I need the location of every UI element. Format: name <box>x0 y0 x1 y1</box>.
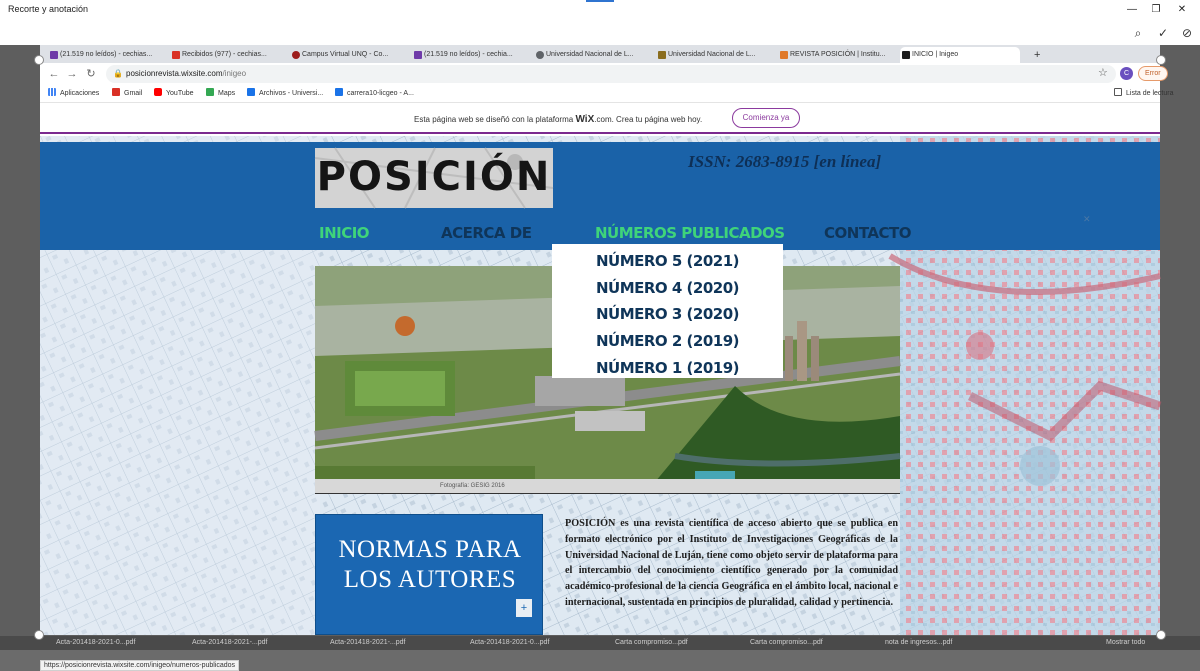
intro-lead: POSICIÓN <box>565 518 616 529</box>
minimize-button[interactable]: — <box>1127 4 1137 15</box>
yahoo-mail-icon <box>50 51 58 59</box>
browser-tab[interactable]: Universidad Nacional de L... <box>534 47 652 63</box>
cancel-icon[interactable]: ⊘ <box>1181 26 1193 40</box>
dropdown-item-numero-2[interactable]: NÚMERO 2 (2019) <box>595 332 740 351</box>
browser-tab[interactable]: Universidad Nacional de L... <box>656 47 774 63</box>
reading-list[interactable]: Lista de lectura <box>1114 88 1173 100</box>
download-item[interactable]: Acta-201418-2021-0...pdf <box>56 639 136 646</box>
snip-handle-top-left[interactable] <box>34 55 44 65</box>
bookmark-star-icon[interactable]: ☆ <box>1098 67 1108 79</box>
link-icon <box>247 88 255 96</box>
site-logo[interactable] <box>315 148 553 208</box>
start-now-button[interactable]: Comienza ya <box>732 108 800 128</box>
photo-caption: Fotografía: GESIG 2016 <box>315 479 900 494</box>
nav-inicio[interactable]: INICIO <box>319 224 370 242</box>
numeros-dropdown-menu <box>552 244 783 378</box>
download-bar <box>0 636 1200 650</box>
snip-center-marker <box>586 0 614 2</box>
download-item[interactable]: Acta-201418-2021-...pdf <box>192 639 268 646</box>
issn-label: ISSN: 2683-8915 [en línea] <box>688 152 882 171</box>
snip-handle-bottom-right[interactable] <box>1156 630 1166 640</box>
dropdown-item-numero-1[interactable]: NÚMERO 1 (2019) <box>595 358 740 377</box>
browser-tab[interactable]: Campus Virtual UNQ - Co... <box>290 47 408 63</box>
download-item[interactable]: Carta compromiso...pdf <box>750 639 823 646</box>
browser-tab[interactable]: Recibidos (977) - cechias... <box>170 47 286 63</box>
forward-icon[interactable]: → <box>66 68 78 80</box>
reading-list-icon <box>1114 88 1122 96</box>
close-window-button[interactable]: ✕ <box>1177 4 1187 15</box>
link-icon <box>335 88 343 96</box>
profile-avatar[interactable]: C <box>1120 67 1133 80</box>
wix-site-icon <box>780 51 788 59</box>
youtube-icon <box>154 88 162 96</box>
wix-brand: WiX <box>575 114 595 125</box>
download-item[interactable]: Acta-201418-2021-0...pdf <box>470 639 550 646</box>
browser-tab[interactable]: (21.519 no leídos) - cechia... <box>412 47 530 63</box>
error-button[interactable]: Error <box>1138 66 1168 81</box>
close-icon[interactable]: ✕ <box>1083 214 1091 224</box>
status-bar-url: https://posicionrevista.wixsite.com/inigeo/numeros-publicados <box>40 660 239 671</box>
campus-icon <box>292 51 300 59</box>
bookmark-apps[interactable]: Aplicaciones <box>48 88 99 100</box>
nav-acerca-de[interactable]: ACERCA DE <box>441 224 532 242</box>
download-item[interactable]: Carta compromiso...pdf <box>615 639 688 646</box>
apps-grid-icon <box>48 88 56 96</box>
wix-banner-text: Esta página web se diseñó con la plataforma WiX.com. Crea tu página web hoy. <box>414 114 703 125</box>
download-item[interactable]: nota de ingresos...pdf <box>885 639 953 646</box>
bookmark-archivos[interactable]: Archivos - Universi... <box>247 88 323 100</box>
reload-icon[interactable]: ↻ <box>86 68 96 80</box>
browser-tab[interactable]: (21.519 no leídos) - cechias... <box>48 47 166 63</box>
globe-icon <box>536 51 544 59</box>
browser-tab[interactable]: REVISTA POSICIÓN | Institu... <box>778 47 896 63</box>
yahoo-mail-icon <box>414 51 422 59</box>
dropdown-item-numero-5[interactable]: NÚMERO 5 (2021) <box>595 252 740 270</box>
zoom-icon[interactable]: ⌕ <box>1134 26 1142 40</box>
intro-paragraph <box>565 516 898 611</box>
snip-handle-top-right[interactable] <box>1156 55 1166 65</box>
snip-window-title: Recorte y anotación <box>8 4 89 14</box>
dropdown-item-numero-4[interactable]: NÚMERO 4 (2020) <box>595 278 740 297</box>
browser-toolbar <box>40 63 1160 85</box>
gmail-icon <box>112 88 120 96</box>
gmail-icon <box>172 51 180 59</box>
nav-numeros-publicados[interactable]: NÚMEROS PUBLICADOS <box>595 224 785 242</box>
snip-titlebar <box>0 0 1200 45</box>
check-icon[interactable]: ✓ <box>1157 26 1169 40</box>
intro-text: es una revista científica de acceso abierto que se publica en formato electrónico por el Instituto de Investigaciones Geográficas de la Universidad Nacional de Luján, tiene como objeto servir de plataforma para el intercambio del conocimiento científico generado por la comunidad académico-profesional de la ciencia Geográfica en el ámbito local, nacional e internacional, sustentada en principios de pluralidad, calidad y pertinencia. <box>565 518 898 608</box>
browser-tab-active[interactable]: INICIO | Inigeo <box>900 47 1020 63</box>
normas-autores-box[interactable] <box>315 514 543 635</box>
bookmark-maps[interactable]: Maps <box>206 88 235 100</box>
bookmark-carrera[interactable]: carrera10-licgeo - A... <box>335 88 414 100</box>
new-tab-button[interactable]: + <box>1034 49 1041 61</box>
wix-site-icon <box>902 51 910 59</box>
back-icon[interactable]: ← <box>48 68 60 80</box>
bookmarks-bar <box>40 85 1174 103</box>
maximize-button[interactable]: ❐ <box>1151 4 1161 15</box>
wix-banner <box>40 103 1160 134</box>
expand-plus-icon[interactable]: + <box>516 599 532 617</box>
bookmark-youtube[interactable]: YouTube <box>154 88 194 100</box>
address-bar[interactable]: 🔒 posicionrevista.wixsite.com/inigeo <box>106 65 1116 83</box>
unlu-icon <box>658 51 666 59</box>
maps-icon <box>206 88 214 96</box>
tab-strip <box>40 45 1160 63</box>
show-all-downloads[interactable]: Mostrar todo <box>1106 639 1146 646</box>
nav-contacto[interactable]: CONTACTO <box>824 224 911 242</box>
lock-icon: 🔒 <box>113 69 123 78</box>
logo-text: POSICIÓN <box>316 154 552 200</box>
site-header <box>40 142 1160 250</box>
bookmark-gmail[interactable]: Gmail <box>112 88 142 100</box>
snip-handle-bottom-left[interactable] <box>34 630 44 640</box>
normas-title: NORMAS PARA LOS AUTORES <box>338 536 522 593</box>
dropdown-item-numero-3[interactable]: NÚMERO 3 (2020) <box>595 305 740 324</box>
download-item[interactable]: Acta-201418-2021-...pdf <box>330 639 406 646</box>
